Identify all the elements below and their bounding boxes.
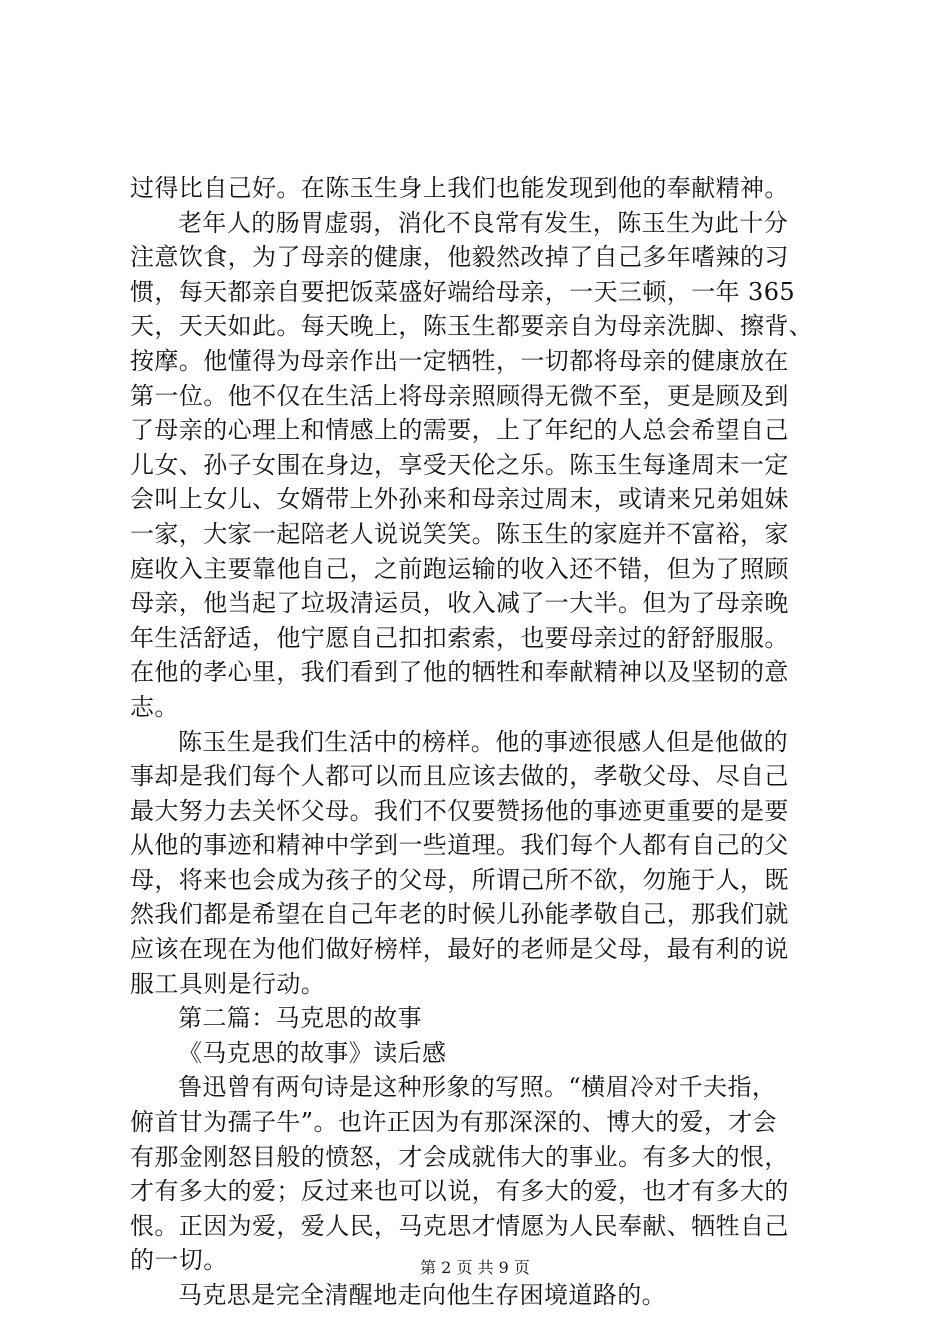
text-line: 从他的事迹和精神中学到一些道理。我们每个人都有自己的父	[130, 831, 789, 860]
text-line: 有那金刚怒目般的愤怒，才会成就伟大的事业。有多大的恨，	[130, 1142, 789, 1171]
text-line: 最大努力去关怀父母。我们不仅要赞扬他的事迹更重要的是要	[130, 796, 789, 825]
text-line: 儿女、孙子女围在身边，享受天伦之乐。陈玉生每逢周末一定	[130, 450, 789, 479]
paragraph-container	[130, 171, 830, 1313]
text-line: 第一位。他不仅在生活上将母亲照顾得无微不至，更是顾及到	[130, 381, 789, 410]
text-line: 惯，每天都亲自要把饭菜盛好端给母亲，一天三顿，一年 365	[130, 277, 796, 306]
text-line: 在他的孝心里，我们看到了他的牺牲和奉献精神以及坚韧的意	[130, 658, 789, 687]
page-number-footer: 第 2 页 共 9 页	[420, 1258, 530, 1277]
text-line: 了母亲的心理上和情感上的需要，上了年纪的人总会希望自己	[130, 416, 789, 445]
paragraph	[130, 1278, 830, 1313]
text-line: 天，天天如此。每天晚上，陈玉生都要亲自为母亲洗脚、擦背、	[130, 312, 814, 341]
text-line: 会叫上女儿、女婿带上外孙来和母亲过周末，或请来兄弟姐妹	[130, 485, 789, 514]
text-line: 一家，大家一起陪老人说说笑笑。陈玉生的家庭并不富裕，家	[130, 519, 789, 548]
text-line: 年生活舒适，他宁愿自己扣扣索索，也要母亲过的舒舒服服。	[130, 623, 789, 652]
paragraph	[130, 1036, 830, 1071]
text-line: 母，将来也会成为孩子的父母，所谓己所不欲，勿施于人，既	[130, 865, 789, 894]
text-line: 庭收入主要靠他自己，之前跑运输的收入还不错，但为了照顾	[130, 554, 789, 583]
text-line: 鲁迅曾有两句诗是这种形象的写照。“横眉冷对千夫指，	[178, 1073, 777, 1102]
paragraph	[130, 1001, 830, 1036]
text-line: 老年人的肠胃虚弱，消化不良常有发生，陈玉生为此十分	[178, 208, 788, 237]
text-line: 恨。正因为爱，爱人民，马克思才情愿为人民奉献、牺牲自己	[130, 1211, 789, 1240]
document-body	[130, 171, 830, 1313]
text-line: 志。	[130, 692, 179, 721]
paragraph	[130, 1070, 830, 1278]
text-line: 《马克思的故事》读后感	[178, 1038, 447, 1067]
text-line: 才有多大的爱；反过来也可以说，有多大的爱，也才有多大的	[130, 1177, 789, 1206]
text-line: 服工具则是行动。	[130, 969, 326, 998]
text-line: 俯首甘为孺子牛”。也许正因为有那深深的、博大的爱，才会	[130, 1108, 778, 1137]
text-line: 陈玉生是我们生活中的榜样。他的事迹很感人但是他做的	[178, 727, 788, 756]
text-line: 马克思是完全清醒地走向他生存困境道路的。	[178, 1281, 666, 1309]
paragraph	[130, 725, 830, 1002]
text-line: 过得比自己好。在陈玉生身上我们也能发现到他的奉献精神。	[130, 174, 789, 202]
text-line: 事却是我们每个人都可以而且应该去做的，孝敬父母、尽自己	[130, 762, 789, 791]
paragraph	[130, 171, 830, 206]
text-line: 的一切。	[130, 1246, 228, 1275]
text-line: 按摩。他懂得为母亲作出一定牺牲，一切都将母亲的健康放在	[130, 346, 789, 375]
text-line: 注意饮食，为了母亲的健康，他毅然改掉了自己多年嗜辣的习	[130, 243, 789, 272]
text-line: 然我们都是希望在自己年老的时候儿孙能孝敬自己，那我们就	[130, 900, 789, 929]
paragraph	[130, 206, 830, 725]
text-line: 第二篇：马克思的故事	[178, 1004, 422, 1033]
text-line: 应该在现在为他们做好榜样，最好的老师是父母，最有利的说	[130, 935, 789, 964]
text-line: 母亲，他当起了垃圾清运员，收入减了一大半。但为了母亲晚	[130, 589, 789, 618]
